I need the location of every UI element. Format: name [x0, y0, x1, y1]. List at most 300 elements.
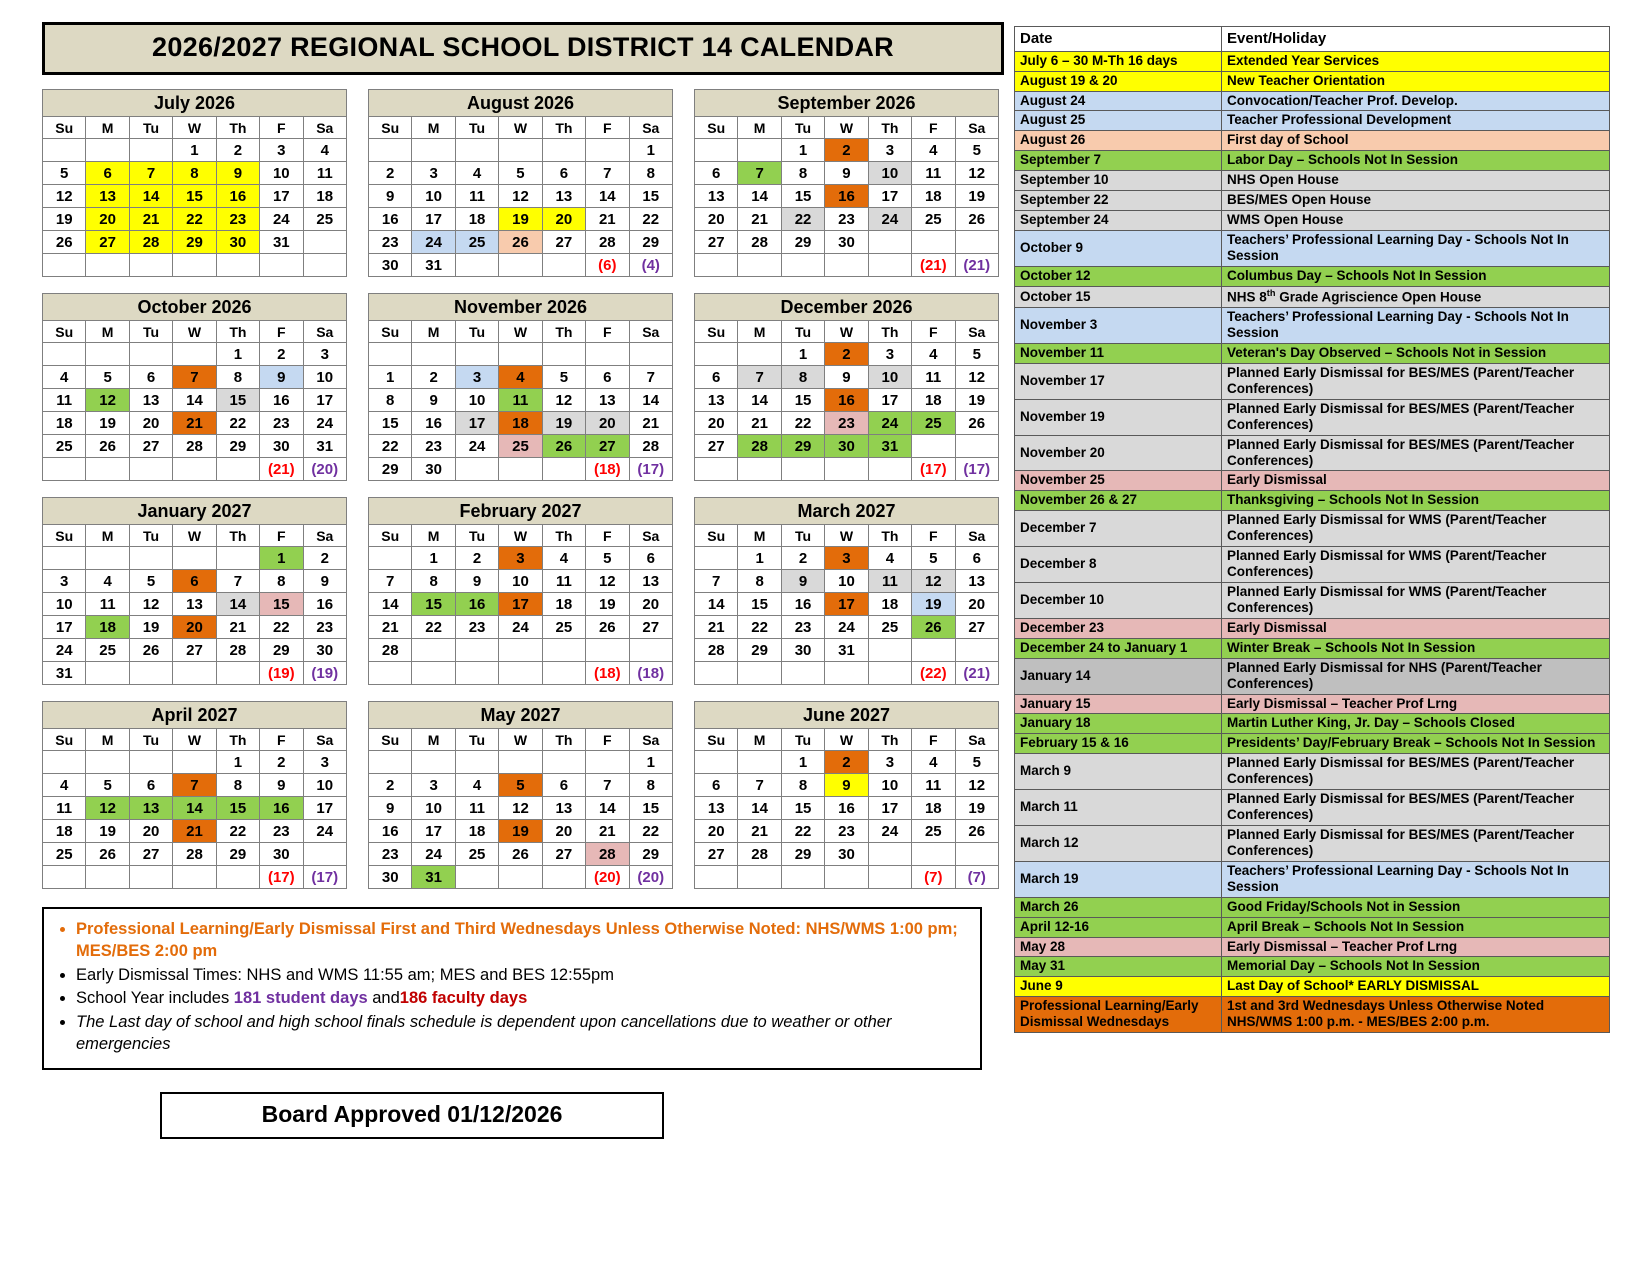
day-cell[interactable]: 3 — [412, 162, 455, 185]
day-cell[interactable]: 29 — [781, 435, 824, 458]
day-cell[interactable]: 2 — [369, 774, 412, 797]
day-cell[interactable] — [173, 343, 216, 366]
day-cell[interactable]: 19 — [86, 412, 129, 435]
day-cell[interactable] — [542, 343, 585, 366]
day-cell[interactable]: 25 — [912, 208, 955, 231]
day-cell[interactable] — [499, 254, 542, 277]
day-cell[interactable] — [369, 662, 412, 685]
day-cell[interactable]: 4 — [868, 547, 911, 570]
day-cell[interactable] — [868, 662, 911, 685]
day-cell[interactable]: 2 — [412, 366, 455, 389]
day-cell[interactable]: 10 — [303, 774, 346, 797]
day-cell[interactable] — [455, 662, 498, 685]
day-cell[interactable]: 1 — [216, 343, 259, 366]
day-cell[interactable]: 23 — [781, 616, 824, 639]
event-row[interactable] — [1015, 825, 1610, 861]
day-cell[interactable]: 6 — [129, 366, 172, 389]
day-cell[interactable] — [868, 458, 911, 481]
day-cell[interactable] — [955, 843, 998, 866]
day-cell[interactable]: 29 — [216, 843, 259, 866]
day-cell[interactable]: 28 — [738, 231, 781, 254]
day-cell[interactable] — [129, 662, 172, 685]
day-cell[interactable]: 27 — [173, 639, 216, 662]
day-cell[interactable]: 23 — [825, 208, 868, 231]
event-row[interactable] — [1015, 131, 1610, 151]
day-cell[interactable]: 8 — [216, 774, 259, 797]
day-cell[interactable]: 19 — [912, 593, 955, 616]
day-cell[interactable] — [868, 254, 911, 277]
event-row[interactable] — [1015, 266, 1610, 286]
event-row[interactable] — [1015, 211, 1610, 231]
day-cell[interactable]: 22 — [781, 820, 824, 843]
day-cell[interactable]: 11 — [455, 797, 498, 820]
day-cell[interactable] — [586, 343, 629, 366]
day-cell[interactable]: 4 — [43, 774, 86, 797]
day-cell[interactable]: 13 — [542, 797, 585, 820]
day-cell[interactable]: 29 — [781, 843, 824, 866]
day-cell[interactable]: 12 — [955, 774, 998, 797]
day-cell[interactable]: 30 — [369, 254, 412, 277]
day-cell[interactable]: 28 — [173, 435, 216, 458]
day-cell[interactable]: 11 — [912, 162, 955, 185]
day-cell[interactable] — [455, 751, 498, 774]
day-cell[interactable] — [586, 139, 629, 162]
day-cell[interactable] — [695, 751, 738, 774]
day-cell[interactable]: 16 — [260, 797, 303, 820]
day-cell[interactable] — [738, 343, 781, 366]
day-cell[interactable]: 7 — [129, 162, 172, 185]
day-cell[interactable]: 30 — [260, 435, 303, 458]
day-cell[interactable]: 22 — [629, 208, 672, 231]
event-row[interactable] — [1015, 230, 1610, 266]
day-cell[interactable]: 8 — [738, 570, 781, 593]
event-row[interactable] — [1015, 286, 1610, 307]
day-cell[interactable] — [303, 254, 346, 277]
day-cell[interactable]: 2 — [369, 162, 412, 185]
day-cell[interactable]: 31 — [43, 662, 86, 685]
event-row[interactable] — [1015, 917, 1610, 937]
day-cell[interactable]: 22 — [629, 820, 672, 843]
day-cell[interactable]: 11 — [912, 774, 955, 797]
day-cell[interactable] — [781, 662, 824, 685]
day-cell[interactable] — [738, 254, 781, 277]
day-cell[interactable] — [629, 639, 672, 662]
day-cell[interactable] — [955, 231, 998, 254]
event-row[interactable] — [1015, 937, 1610, 957]
day-cell[interactable]: 10 — [412, 185, 455, 208]
day-cell[interactable]: 15 — [629, 797, 672, 820]
day-cell[interactable]: 24 — [43, 639, 86, 662]
day-cell[interactable] — [912, 231, 955, 254]
day-cell[interactable]: 11 — [86, 593, 129, 616]
day-cell[interactable]: 13 — [629, 570, 672, 593]
day-cell[interactable] — [781, 254, 824, 277]
day-cell[interactable]: 7 — [695, 570, 738, 593]
day-cell[interactable]: 9 — [260, 366, 303, 389]
day-cell[interactable]: 19 — [129, 616, 172, 639]
day-cell[interactable]: 28 — [738, 435, 781, 458]
event-row[interactable] — [1015, 861, 1610, 897]
day-cell[interactable]: 12 — [542, 389, 585, 412]
day-cell[interactable]: 17 — [303, 389, 346, 412]
day-cell[interactable]: 17 — [455, 412, 498, 435]
day-cell[interactable]: 16 — [303, 593, 346, 616]
day-cell[interactable]: 23 — [455, 616, 498, 639]
day-cell[interactable] — [542, 458, 585, 481]
day-cell[interactable]: 30 — [825, 231, 868, 254]
day-cell[interactable]: 12 — [499, 185, 542, 208]
event-row[interactable] — [1015, 91, 1610, 111]
day-cell[interactable]: 1 — [260, 547, 303, 570]
day-cell[interactable]: 12 — [955, 162, 998, 185]
day-cell[interactable]: 29 — [216, 435, 259, 458]
day-cell[interactable]: 20 — [695, 412, 738, 435]
day-cell[interactable]: 27 — [695, 843, 738, 866]
day-cell[interactable]: 4 — [499, 366, 542, 389]
day-cell[interactable]: 24 — [455, 435, 498, 458]
day-cell[interactable] — [129, 343, 172, 366]
day-cell[interactable]: 14 — [738, 797, 781, 820]
day-cell[interactable]: 10 — [825, 570, 868, 593]
day-cell[interactable]: 29 — [629, 231, 672, 254]
day-cell[interactable]: 7 — [369, 570, 412, 593]
day-cell[interactable] — [86, 751, 129, 774]
day-cell[interactable]: 25 — [43, 843, 86, 866]
day-cell[interactable]: 18 — [303, 185, 346, 208]
day-cell[interactable]: 10 — [868, 162, 911, 185]
day-cell[interactable]: 3 — [868, 751, 911, 774]
day-cell[interactable]: 20 — [129, 412, 172, 435]
day-cell[interactable] — [868, 843, 911, 866]
day-cell[interactable]: 2 — [260, 751, 303, 774]
day-cell[interactable]: 16 — [825, 797, 868, 820]
day-cell[interactable]: 11 — [43, 389, 86, 412]
day-cell[interactable] — [43, 866, 86, 889]
day-cell[interactable]: 7 — [216, 570, 259, 593]
day-cell[interactable]: 7 — [738, 774, 781, 797]
day-cell[interactable] — [216, 458, 259, 481]
day-cell[interactable] — [499, 662, 542, 685]
day-cell[interactable]: 29 — [260, 639, 303, 662]
day-cell[interactable]: 8 — [781, 162, 824, 185]
day-cell[interactable]: 12 — [43, 185, 86, 208]
day-cell[interactable]: 28 — [695, 639, 738, 662]
day-cell[interactable]: 20 — [586, 412, 629, 435]
day-cell[interactable]: 4 — [912, 751, 955, 774]
day-cell[interactable]: 19 — [586, 593, 629, 616]
day-cell[interactable]: 19 — [955, 797, 998, 820]
day-cell[interactable]: 10 — [868, 366, 911, 389]
day-cell[interactable]: 26 — [86, 435, 129, 458]
day-cell[interactable]: 2 — [825, 139, 868, 162]
day-cell[interactable]: 7 — [738, 366, 781, 389]
day-cell[interactable]: 13 — [129, 797, 172, 820]
day-cell[interactable]: 25 — [542, 616, 585, 639]
day-cell[interactable]: 5 — [86, 774, 129, 797]
day-cell[interactable]: 20 — [629, 593, 672, 616]
day-cell[interactable]: 28 — [173, 843, 216, 866]
day-cell[interactable] — [43, 547, 86, 570]
day-cell[interactable]: 14 — [695, 593, 738, 616]
day-cell[interactable]: 14 — [586, 185, 629, 208]
day-cell[interactable]: 21 — [216, 616, 259, 639]
day-cell[interactable] — [629, 343, 672, 366]
day-cell[interactable] — [412, 751, 455, 774]
day-cell[interactable]: 30 — [781, 639, 824, 662]
day-cell[interactable]: 17 — [825, 593, 868, 616]
day-cell[interactable]: 24 — [260, 208, 303, 231]
day-cell[interactable]: 31 — [868, 435, 911, 458]
day-cell[interactable]: 25 — [499, 435, 542, 458]
day-cell[interactable]: 7 — [738, 162, 781, 185]
day-cell[interactable]: 16 — [825, 185, 868, 208]
day-cell[interactable]: 25 — [43, 435, 86, 458]
day-cell[interactable]: 12 — [499, 797, 542, 820]
day-cell[interactable]: 31 — [825, 639, 868, 662]
day-cell[interactable]: 6 — [86, 162, 129, 185]
day-cell[interactable]: 10 — [43, 593, 86, 616]
day-cell[interactable]: 5 — [499, 162, 542, 185]
event-row[interactable] — [1015, 171, 1610, 191]
day-cell[interactable]: 10 — [868, 774, 911, 797]
day-cell[interactable] — [586, 639, 629, 662]
day-cell[interactable]: 2 — [781, 547, 824, 570]
day-cell[interactable]: 21 — [695, 616, 738, 639]
event-row[interactable] — [1015, 638, 1610, 658]
day-cell[interactable]: 25 — [455, 843, 498, 866]
day-cell[interactable]: 23 — [825, 820, 868, 843]
day-cell[interactable]: 8 — [781, 366, 824, 389]
day-cell[interactable] — [173, 254, 216, 277]
day-cell[interactable]: 14 — [173, 389, 216, 412]
day-cell[interactable]: 11 — [868, 570, 911, 593]
day-cell[interactable]: 14 — [369, 593, 412, 616]
day-cell[interactable]: 30 — [412, 458, 455, 481]
day-cell[interactable] — [86, 458, 129, 481]
day-cell[interactable]: 28 — [129, 231, 172, 254]
day-cell[interactable] — [695, 254, 738, 277]
day-cell[interactable]: 21 — [586, 820, 629, 843]
day-cell[interactable]: 4 — [542, 547, 585, 570]
day-cell[interactable] — [129, 139, 172, 162]
day-cell[interactable]: 3 — [412, 774, 455, 797]
day-cell[interactable]: 31 — [260, 231, 303, 254]
day-cell[interactable]: 12 — [86, 797, 129, 820]
day-cell[interactable]: 3 — [303, 751, 346, 774]
day-cell[interactable]: 1 — [738, 547, 781, 570]
day-cell[interactable]: 4 — [43, 366, 86, 389]
day-cell[interactable] — [738, 866, 781, 889]
day-cell[interactable]: 9 — [369, 185, 412, 208]
day-cell[interactable]: 13 — [695, 389, 738, 412]
day-cell[interactable]: 17 — [868, 389, 911, 412]
day-cell[interactable]: 29 — [781, 231, 824, 254]
day-cell[interactable]: 27 — [542, 843, 585, 866]
day-cell[interactable]: 4 — [455, 774, 498, 797]
day-cell[interactable] — [695, 458, 738, 481]
day-cell[interactable]: 8 — [412, 570, 455, 593]
event-row[interactable] — [1015, 308, 1610, 344]
day-cell[interactable]: 14 — [216, 593, 259, 616]
day-cell[interactable]: 23 — [260, 820, 303, 843]
day-cell[interactable]: 1 — [369, 366, 412, 389]
day-cell[interactable] — [868, 231, 911, 254]
day-cell[interactable]: 25 — [868, 616, 911, 639]
day-cell[interactable]: 10 — [260, 162, 303, 185]
day-cell[interactable]: 26 — [955, 820, 998, 843]
day-cell[interactable]: 1 — [629, 751, 672, 774]
day-cell[interactable]: 11 — [43, 797, 86, 820]
day-cell[interactable] — [738, 458, 781, 481]
day-cell[interactable]: 9 — [781, 570, 824, 593]
day-cell[interactable]: 15 — [369, 412, 412, 435]
day-cell[interactable]: 26 — [586, 616, 629, 639]
day-cell[interactable]: 5 — [499, 774, 542, 797]
day-cell[interactable]: 24 — [412, 843, 455, 866]
day-cell[interactable]: 15 — [412, 593, 455, 616]
day-cell[interactable]: 18 — [868, 593, 911, 616]
day-cell[interactable]: 17 — [868, 797, 911, 820]
day-cell[interactable]: 17 — [499, 593, 542, 616]
day-cell[interactable]: 11 — [499, 389, 542, 412]
day-cell[interactable]: 17 — [303, 797, 346, 820]
day-cell[interactable]: 26 — [499, 231, 542, 254]
day-cell[interactable]: 13 — [86, 185, 129, 208]
event-row[interactable] — [1015, 344, 1610, 364]
day-cell[interactable]: 3 — [825, 547, 868, 570]
day-cell[interactable]: 27 — [629, 616, 672, 639]
day-cell[interactable]: 25 — [912, 820, 955, 843]
day-cell[interactable]: 5 — [86, 366, 129, 389]
day-cell[interactable]: 29 — [629, 843, 672, 866]
day-cell[interactable]: 18 — [912, 389, 955, 412]
day-cell[interactable]: 1 — [629, 139, 672, 162]
day-cell[interactable]: 13 — [695, 797, 738, 820]
day-cell[interactable]: 19 — [955, 185, 998, 208]
day-cell[interactable]: 31 — [303, 435, 346, 458]
day-cell[interactable]: 23 — [216, 208, 259, 231]
day-cell[interactable]: 15 — [216, 389, 259, 412]
day-cell[interactable] — [738, 751, 781, 774]
day-cell[interactable]: 27 — [86, 231, 129, 254]
event-row[interactable] — [1015, 399, 1610, 435]
day-cell[interactable]: 21 — [738, 208, 781, 231]
day-cell[interactable]: 29 — [369, 458, 412, 481]
day-cell[interactable]: 18 — [542, 593, 585, 616]
day-cell[interactable]: 22 — [781, 412, 824, 435]
event-row[interactable] — [1015, 435, 1610, 471]
day-cell[interactable]: 7 — [173, 774, 216, 797]
day-cell[interactable]: 16 — [260, 389, 303, 412]
day-cell[interactable]: 13 — [542, 185, 585, 208]
day-cell[interactable] — [455, 343, 498, 366]
day-cell[interactable] — [499, 751, 542, 774]
day-cell[interactable]: 4 — [912, 343, 955, 366]
day-cell[interactable] — [129, 751, 172, 774]
day-cell[interactable]: 3 — [868, 343, 911, 366]
day-cell[interactable]: 15 — [173, 185, 216, 208]
day-cell[interactable]: 16 — [216, 185, 259, 208]
day-cell[interactable]: 21 — [738, 412, 781, 435]
day-cell[interactable] — [825, 866, 868, 889]
day-cell[interactable]: 27 — [955, 616, 998, 639]
day-cell[interactable]: 18 — [912, 185, 955, 208]
day-cell[interactable] — [542, 866, 585, 889]
day-cell[interactable]: 15 — [629, 185, 672, 208]
event-row[interactable] — [1015, 51, 1610, 71]
day-cell[interactable] — [781, 458, 824, 481]
day-cell[interactable]: 28 — [586, 843, 629, 866]
day-cell[interactable]: 12 — [129, 593, 172, 616]
day-cell[interactable]: 22 — [738, 616, 781, 639]
day-cell[interactable]: 8 — [629, 162, 672, 185]
day-cell[interactable]: 17 — [868, 185, 911, 208]
day-cell[interactable]: 19 — [86, 820, 129, 843]
day-cell[interactable] — [412, 139, 455, 162]
day-cell[interactable]: 18 — [43, 412, 86, 435]
day-cell[interactable]: 21 — [586, 208, 629, 231]
day-cell[interactable]: 18 — [912, 797, 955, 820]
day-cell[interactable] — [868, 866, 911, 889]
day-cell[interactable]: 18 — [86, 616, 129, 639]
day-cell[interactable] — [695, 343, 738, 366]
event-row[interactable] — [1015, 491, 1610, 511]
event-row[interactable] — [1015, 583, 1610, 619]
day-cell[interactable]: 6 — [629, 547, 672, 570]
day-cell[interactable] — [86, 866, 129, 889]
day-cell[interactable]: 22 — [216, 820, 259, 843]
day-cell[interactable]: 27 — [586, 435, 629, 458]
event-row[interactable] — [1015, 363, 1610, 399]
day-cell[interactable]: 1 — [173, 139, 216, 162]
event-row[interactable] — [1015, 111, 1610, 131]
day-cell[interactable]: 1 — [781, 139, 824, 162]
day-cell[interactable]: 6 — [695, 366, 738, 389]
event-row[interactable] — [1015, 547, 1610, 583]
day-cell[interactable]: 16 — [781, 593, 824, 616]
day-cell[interactable]: 27 — [129, 843, 172, 866]
day-cell[interactable]: 27 — [695, 231, 738, 254]
day-cell[interactable]: 5 — [912, 547, 955, 570]
day-cell[interactable]: 3 — [303, 343, 346, 366]
day-cell[interactable]: 3 — [499, 547, 542, 570]
event-row[interactable] — [1015, 897, 1610, 917]
day-cell[interactable]: 25 — [86, 639, 129, 662]
event-row[interactable] — [1015, 658, 1610, 694]
day-cell[interactable]: 21 — [738, 820, 781, 843]
event-row[interactable] — [1015, 714, 1610, 734]
day-cell[interactable]: 30 — [825, 843, 868, 866]
event-row[interactable] — [1015, 734, 1610, 754]
day-cell[interactable] — [542, 751, 585, 774]
day-cell[interactable] — [455, 254, 498, 277]
day-cell[interactable] — [86, 547, 129, 570]
day-cell[interactable]: 23 — [412, 435, 455, 458]
day-cell[interactable] — [781, 866, 824, 889]
day-cell[interactable]: 2 — [303, 547, 346, 570]
day-cell[interactable]: 31 — [412, 254, 455, 277]
day-cell[interactable]: 10 — [455, 389, 498, 412]
day-cell[interactable]: 26 — [129, 639, 172, 662]
day-cell[interactable]: 24 — [868, 820, 911, 843]
day-cell[interactable]: 27 — [542, 231, 585, 254]
day-cell[interactable] — [738, 662, 781, 685]
day-cell[interactable]: 24 — [868, 412, 911, 435]
day-cell[interactable]: 11 — [455, 185, 498, 208]
day-cell[interactable] — [695, 662, 738, 685]
day-cell[interactable]: 16 — [455, 593, 498, 616]
day-cell[interactable]: 5 — [43, 162, 86, 185]
